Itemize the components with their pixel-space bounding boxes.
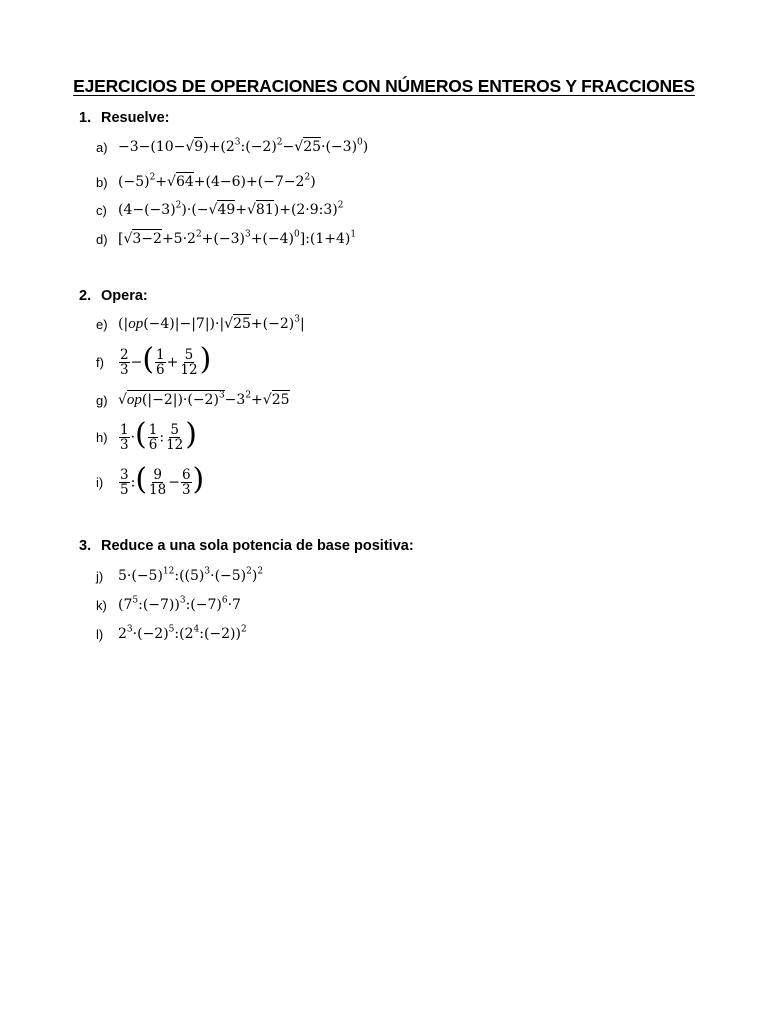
expression: $√op(|-2|)\cdot(-2)^3-3^2+√25$ xyxy=(118,390,290,408)
exercise-label: j) xyxy=(96,568,104,584)
exercise-label: l) xyxy=(96,626,104,642)
section-2-heading xyxy=(79,288,148,304)
fraction: $\frac{5}{12}$ xyxy=(180,346,198,378)
fraction: $\frac{3}{5}$ xyxy=(120,466,129,498)
fraction: $\frac{1}{3}$ xyxy=(120,421,129,453)
expression: $\frac{1}{3}$ ·( $\frac{1}{6}$ : $\frac{5}{12}$ ) xyxy=(120,417,197,453)
expression: $5\cdot(-5)^{12}:((5)^3\cdot(-5)^2)^2$ xyxy=(118,566,264,584)
expression: $(4-(-3)^2)\cdot(-√49+√81)+(2\cdot 9:3)^2$ xyxy=(118,200,344,218)
exercise-label: c) xyxy=(96,202,107,218)
section-title: Resuelve: xyxy=(101,110,170,126)
fraction: $\frac{6}{3}$ xyxy=(181,466,191,498)
exercise-label: i) xyxy=(96,474,104,490)
exercise-label: a) xyxy=(96,139,108,155)
exercise-label: e) xyxy=(96,316,108,332)
section-title: Reduce a una sola potencia de base positiva: xyxy=(101,538,414,554)
section-number: 2. xyxy=(79,288,92,304)
expression: $\frac{2}{3}$ −( $\frac{1}{6}$ + $\frac{5}{12}$ ) xyxy=(120,342,212,378)
section-1-heading xyxy=(79,110,170,126)
expression: $-3-(10-√9)+(2^3:(-2)^2-√25\cdot(-3)^0)$ xyxy=(118,137,369,155)
section-title: Opera: xyxy=(101,288,148,304)
exercise-label: b) xyxy=(96,174,108,190)
exercise-label: f) xyxy=(96,354,104,370)
exercise-label: d) xyxy=(96,231,108,247)
exercise-label: k) xyxy=(96,597,107,613)
fraction: $\frac{9}{18}$ xyxy=(149,466,167,498)
fraction: $\frac{1}{6}$ xyxy=(148,421,158,453)
section-3-heading xyxy=(79,538,414,554)
expression: $[√3-2+5\cdot 2^2+(-3)^3+(-4)^0]:(1+4)^1$ xyxy=(118,229,357,247)
exercise-label: g) xyxy=(96,392,108,408)
fraction: $\frac{1}{6}$ xyxy=(156,346,165,378)
expression: $(-5)^2+√64+(4-6)+(-7-2^2)$ xyxy=(118,172,316,190)
expression: $(|op(-4)|-|7|)\cdot|√25+(-2)^3|$ xyxy=(118,314,305,332)
section-number: 1. xyxy=(79,110,92,126)
section-number: 3. xyxy=(79,538,92,554)
expression: $2^3\cdot(-2)^5:(2^4:(-2))^2$ xyxy=(118,624,247,642)
expression: $(7^5:(-7))^3:(-7)^6\cdot 7$ xyxy=(118,595,241,613)
expression: $\frac{3}{5}$ :( $\frac{9}{18}$ − $\frac{6}{3}$ ) xyxy=(120,462,205,498)
fraction: $\frac{2}{3}$ xyxy=(120,346,129,378)
fraction: $\frac{5}{12}$ xyxy=(166,421,184,453)
exercise-label: h) xyxy=(96,429,108,445)
page-title: EJERCICIOS DE OPERACIONES CON NÚMEROS ENTEROS Y FRACCIONES xyxy=(73,76,695,96)
